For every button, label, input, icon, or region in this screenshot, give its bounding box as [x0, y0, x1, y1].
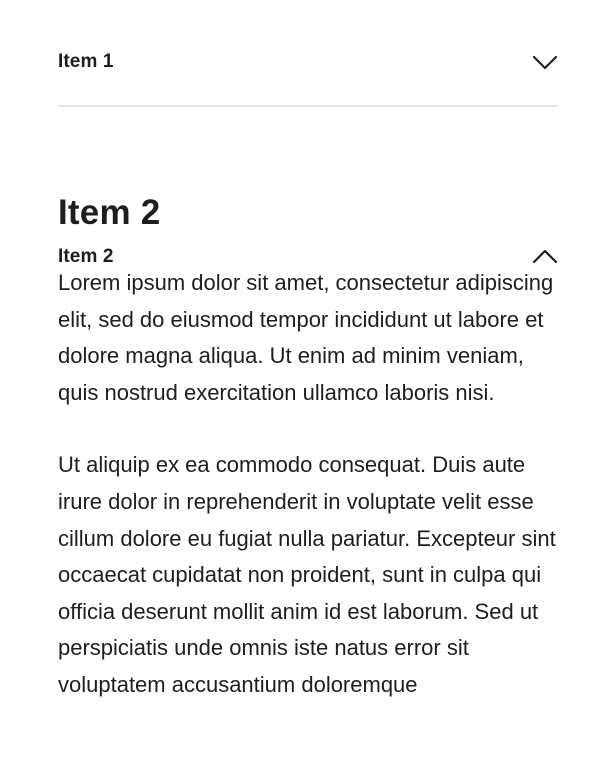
chevron-up-icon[interactable]	[532, 248, 558, 264]
chevron-down-icon[interactable]	[532, 55, 558, 71]
panel-paragraph: Ut aliquip ex ea commodo consequat. Duis aute irure dolor in reprehenderit in voluptate velit esse cillum dolore eu fugiat nulla pariatur. Excepteur sint occaecat cupidatat non proident, sunt in culpa qui officia deserunt mollit anim id est laborum. Sed ut perspiciatis unde omnis iste natus error sit voluptatem accusantium doloremque	[58, 452, 556, 697]
accordion	[58, 0, 558, 267]
accordion-header-item-2[interactable]	[58, 107, 558, 267]
accordion-header-label: Item 2	[58, 246, 114, 267]
accordion-header-item-1[interactable]	[58, 0, 558, 107]
accordion-header-label: Item 1	[58, 51, 114, 72]
panel-paragraph: Lorem ipsum dolor sit amet, consectetur adipiscing elit, sed do eiusmod tempor incididunt ut labore et dolore magna aliqua. Ut enim ad minim veniam, quis nostrud exercitation ullamco laboris nisi.	[58, 270, 554, 405]
accordion-panel-content	[58, 265, 558, 740]
accordion-panel-title: Item 2	[58, 193, 161, 232]
